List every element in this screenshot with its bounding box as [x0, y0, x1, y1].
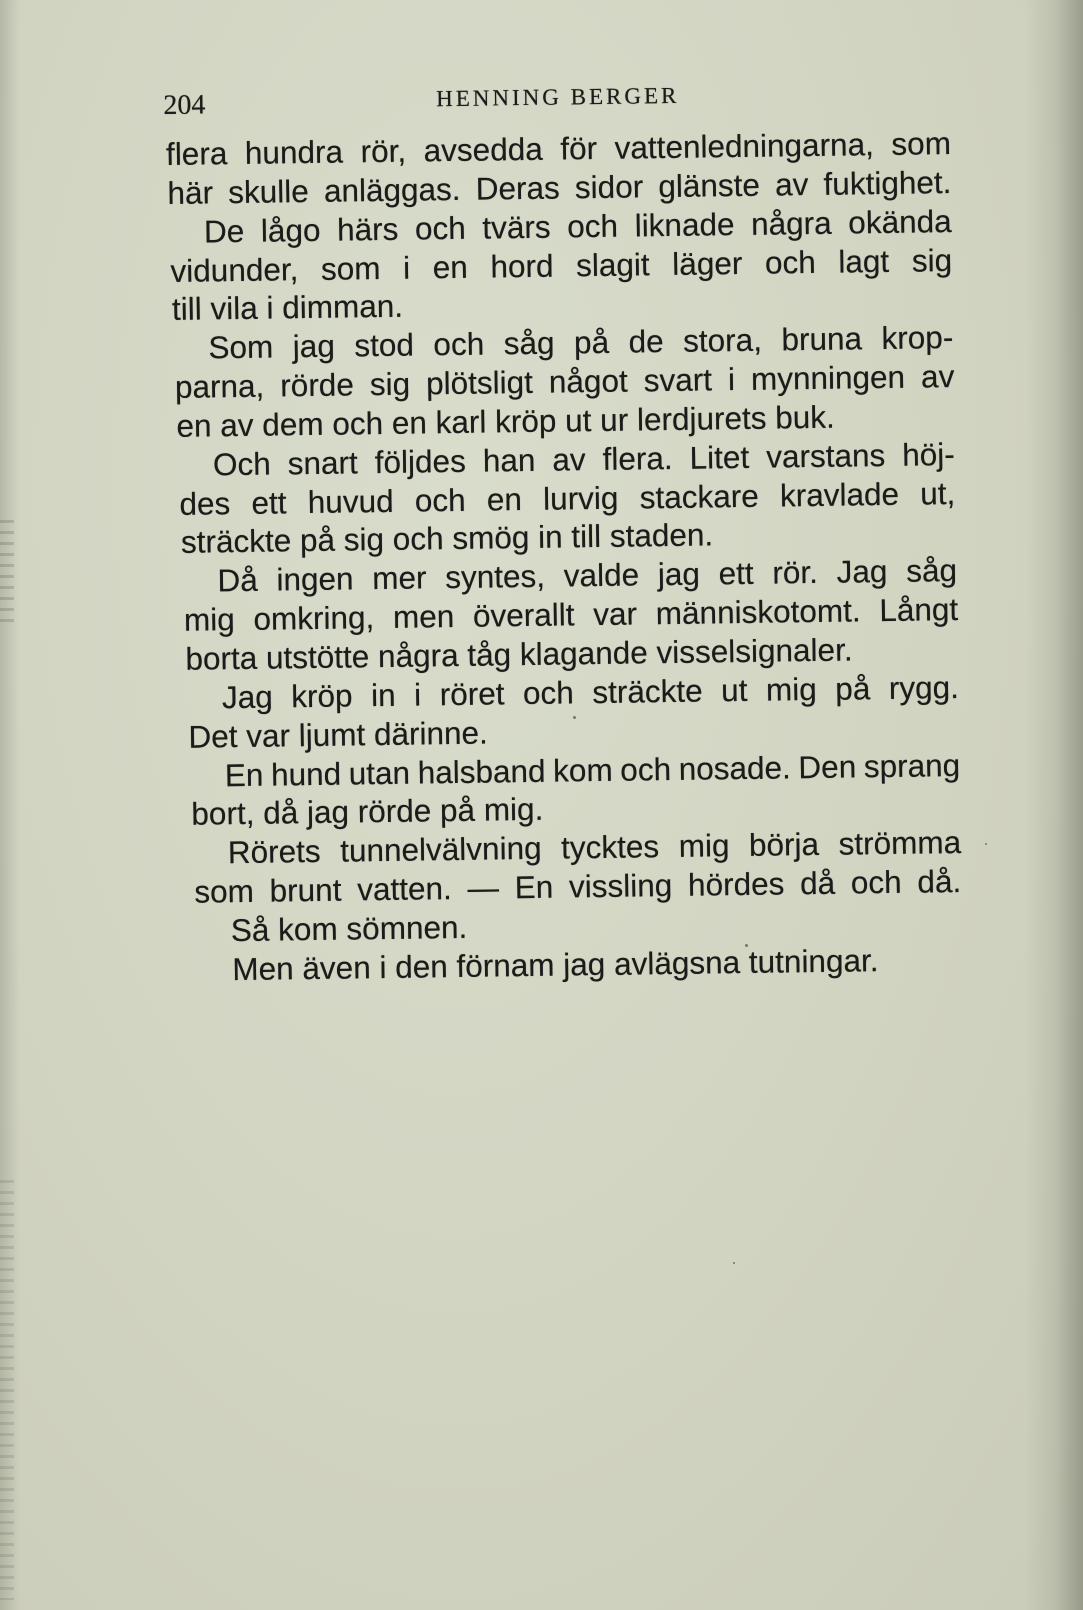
running-head: HENNING BERGER	[435, 82, 680, 112]
paragraph	[176, 823, 962, 912]
body-text	[166, 124, 963, 989]
line-text: här skulle anläggas. Deras sidor glänste av fuktighet.	[167, 163, 952, 211]
line-text: Jag kröp in i röret och sträckte ut mig på rygg.	[221, 668, 960, 716]
line-text: sträckte på sig och smög in till staden.	[180, 516, 714, 561]
line-text: mig omkring, men överallt var människotomt. Långt	[183, 591, 959, 638]
line-text: bort, då jag rörde på mig.	[191, 791, 544, 833]
line-text: Som jag stod och såg på de stora, bruna krop-	[208, 319, 954, 366]
line-text: Då ingen mer syntes, valde jag ett rör. Jag såg	[217, 552, 958, 599]
line-text: En hund utan halsband kom och nosade. Den sprang	[224, 746, 961, 793]
paragraph	[170, 435, 957, 562]
line-text: des ett huvud och en lurvig stackare kravlade ut,	[179, 474, 956, 522]
scan-speck	[985, 843, 987, 845]
paragraph	[172, 551, 959, 678]
running-header	[165, 69, 951, 135]
line-text: Rörets tunnelvälvning tycktes mig börja strömma	[227, 824, 962, 871]
line-text: som brunt vatten. — En vissling hördes då och då.	[194, 862, 962, 910]
line-text: De lågo härs och tvärs och liknade några okända	[203, 202, 952, 250]
paragraph	[167, 202, 954, 329]
line-text: parna, rörde sig plötsligt något svart i mynningen av	[174, 358, 955, 405]
line-text: vidunder, som i en hord slagit läger och lagt sig	[170, 241, 953, 289]
paragraph	[168, 318, 955, 445]
line-text: till vila i dimman.	[171, 288, 404, 328]
line-text: flera hundra rör, avsedda för vattenledningarna, som	[165, 125, 952, 172]
line-text: Och snart följdes han av flera. Litet varstans höj-	[212, 435, 955, 483]
line-text: Men även i den förnam jag avlägsna tutningar.	[232, 941, 879, 987]
paragraph	[174, 745, 960, 834]
line-text: Så kom sömnen.	[230, 908, 468, 949]
scan-edge-noise	[0, 520, 14, 630]
text-block	[165, 69, 963, 989]
scan-speck	[733, 1262, 735, 1264]
page-number: 204	[163, 89, 206, 122]
paragraph	[173, 668, 959, 757]
paragraph	[166, 124, 952, 213]
line-text: Det var ljumt därinne.	[188, 714, 489, 755]
line-text: borta utstötte några tåg klagande visselsignaler.	[185, 631, 853, 677]
scan-edge-noise	[0, 1180, 14, 1600]
line-text: en av dem och en karl kröp ut ur lerdjurets buk.	[176, 398, 836, 444]
